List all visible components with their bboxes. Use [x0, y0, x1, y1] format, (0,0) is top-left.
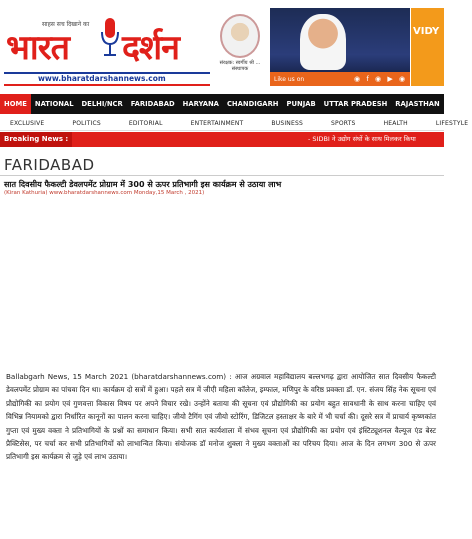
patron-caption: संरक्षक: स्वर्गीय श्री ... संस्थापक	[219, 60, 261, 72]
nav-item-himachal[interactable]: HIMA	[447, 100, 468, 108]
social-icons[interactable]: ◉ f ◉ ▶ ◉	[354, 75, 408, 83]
subnav-item-business[interactable]: BUSINESS	[271, 119, 303, 127]
article-media-area	[4, 200, 440, 368]
logo-word-darshan: दर्शन	[122, 28, 180, 68]
side-ad-banner[interactable]	[411, 8, 444, 86]
main-nav	[0, 94, 468, 114]
nav-item-punjab[interactable]: PUNJAB	[286, 100, 316, 108]
logo-divider-red	[4, 84, 210, 86]
site-header	[0, 0, 444, 92]
subnav-item-health[interactable]: HEALTH	[383, 119, 408, 127]
subnav-item-exclusive[interactable]: EXCLUSIVE	[10, 119, 45, 127]
nav-item-haryana[interactable]: HARYANA	[182, 100, 219, 108]
article-headline: सात दिवसीय फैकल्टी डेवलपमेंट प्रोग्राम में 300 से ऊपर प्रतिभागी इस कार्यक्रम से उठाया लाभ	[4, 180, 282, 189]
nav-item-rajasthan[interactable]: RAJASTHAN	[395, 100, 440, 108]
patron-block	[214, 10, 266, 90]
article-body: Ballabgarh News, 15 March 2021 (bharatdarshannews.com) : आज अग्रवाल महाविद्यालय बल्लभगढ़ द्वारा आयोजित सात दिवसीय फैकल्टी डेवलपमेंट प्रोग्राम का पांचवा दिन था। कार्यक्रम दो सत्रों में हुआ। पहले सत्र में जीएी महिला कॉलेज, इम्फाल, मणिपुर के वरिष्ठ प्रवक्ता डॉ. एन. संजय सिंह नेक सूचना एवं प्रौद्योगिकी का प्रयोग एवं गुणवत्ता विकास विषय पर अपने विचार रखे। उन्होंने बताया की सूचना एवं प्रौद्योगिकी का प्रयोग बहुत सावधानी के साथ करना चाहिए एवं विभिन्न नियामको द्वारा निर्धारित कानूनों का पालन करना चाहिए। जीयो टैगिंग एवं जीयो स्टोरिंग, डिजिटल हस्ताक्षर के बारे में भी चर्चा की। दूसरे सत्र में प्राचार्य कृष्णकांत गुप्ता एवं मुख्य वक्ता ने प्रतिभागियों के प्रश्नों का समाधान किया। सभी सात कार्यशाला में संभव सूचना एवं प्रौद्योगिकी का प्रयोग एवं इंस्टिट्यूशनल वैल्यूज एंड बेस्ट प्रैक्टिसेस, पर चर्चा कर सभी प्रतिभागियों को लाभान्वित किया। संयोजक डॉ मनोज शुक्ला ने मुख्य वक्ताओं का परिचय दिया। आज के दिन लगभग 300 से ऊपर प्रतिभागी इस कार्यक्रम से जुड़े एवं लाभ उठाया।	[6, 372, 436, 462]
logo-url: www.bharatdarshannews.com	[38, 74, 166, 83]
subnav-item-sports[interactable]: SPORTS	[331, 119, 356, 127]
side-ad-text: VIDY	[413, 26, 440, 37]
patron-photo	[220, 14, 260, 58]
section-title: FARIDABAD	[4, 156, 95, 174]
nav-item-chandigarh[interactable]: CHANDIGARH	[226, 100, 279, 108]
subnav-item-editorial[interactable]: EDITORIAL	[128, 119, 163, 127]
breaking-news-text[interactable]: - SIDBI ने उद्योग संघों के साथ मिलकर किया	[308, 135, 416, 143]
site-logo[interactable]	[4, 6, 210, 84]
article-meta: (Kiran Kathuria) www.bharatdarshannews.com Monday,15 March , 2021)	[4, 190, 205, 196]
logo-word-bharat: भारत	[6, 28, 69, 68]
ad-portrait	[300, 14, 346, 70]
logo-tagline: साहस सच दिखाने का	[42, 21, 90, 28]
header-ad-banner[interactable]	[270, 8, 410, 86]
nav-item-delhi-ncr[interactable]: DELHI/NCR	[81, 100, 123, 108]
subnav-item-politics[interactable]: POLITICS	[72, 119, 101, 127]
subnav-item-entertainment[interactable]: ENTERTAINMENT	[190, 119, 244, 127]
nav-item-uttar-pradesh[interactable]: UTTAR PRADESH	[323, 100, 388, 108]
nav-item-home[interactable]: HOME	[0, 94, 31, 114]
sub-nav	[0, 116, 469, 131]
nav-item-faridabad[interactable]: FARIDABAD	[130, 100, 175, 108]
subnav-item-lifestyle[interactable]: LIFESTYLE	[435, 119, 469, 127]
microphone-icon	[97, 16, 123, 64]
nav-item-national[interactable]: NATIONAL	[34, 100, 74, 108]
ad-strip-text: Like us on	[274, 76, 305, 83]
breaking-news-label: Breaking News :	[0, 132, 72, 147]
section-divider	[0, 175, 444, 176]
breaking-news-ticker	[0, 132, 444, 147]
